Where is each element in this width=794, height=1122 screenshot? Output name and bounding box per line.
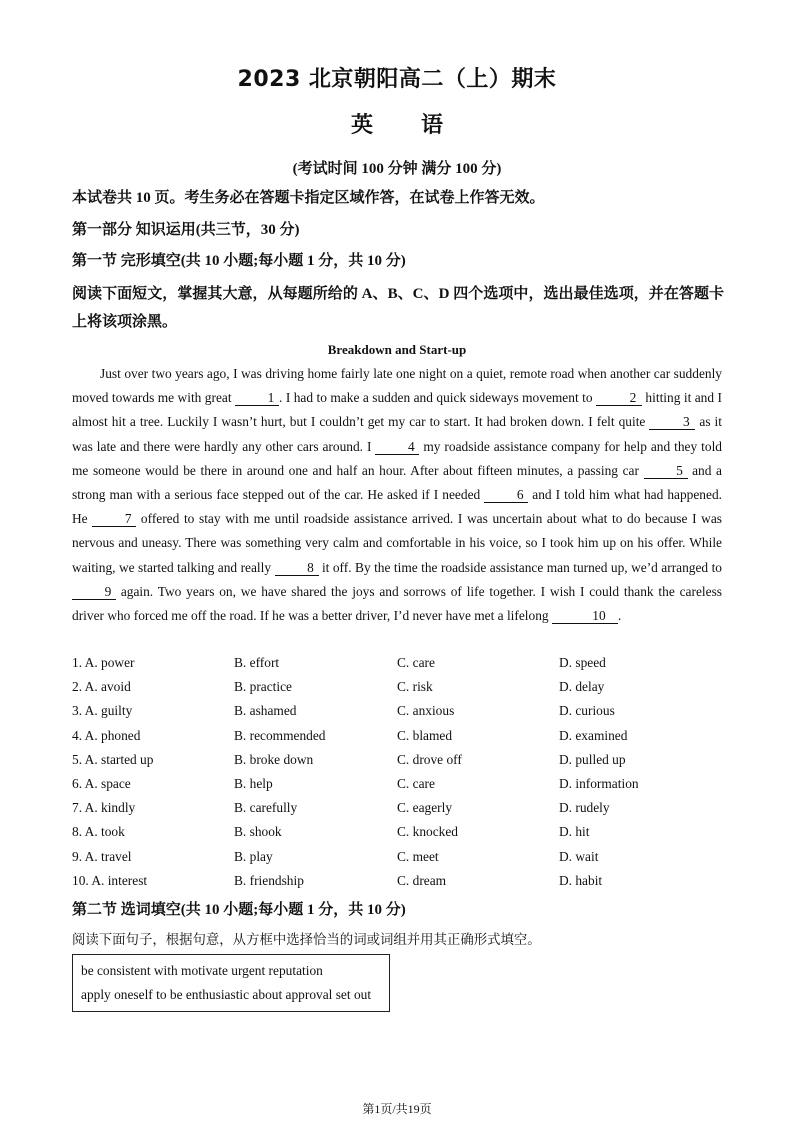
subject-title bbox=[0, 108, 794, 139]
option-c: C. blamed bbox=[397, 727, 453, 743]
passage-text: and I told him what had happened. He bbox=[72, 487, 722, 527]
option-a: 10. A. interest bbox=[72, 872, 148, 888]
blank-2: 2 bbox=[596, 390, 642, 406]
section1-heading: 第一节 完形填空(共 10 小题;每小题 1 分，共 10 分) bbox=[72, 253, 406, 269]
option-c: C. drove off bbox=[397, 751, 462, 767]
option-c: C. dream bbox=[397, 872, 447, 888]
word-box-line: apply oneself to be enthusiastic about approval set out bbox=[81, 987, 372, 1002]
exam-title: 2023 北京朝阳高二（上）期末 bbox=[237, 67, 557, 92]
subject-char-2: 语 bbox=[421, 113, 444, 138]
blank-10: 10 bbox=[552, 608, 618, 624]
option-row bbox=[72, 845, 732, 869]
option-b: B. shook bbox=[234, 824, 282, 840]
passage-title: Breakdown and Start-up bbox=[327, 342, 467, 357]
option-c: C. care bbox=[397, 775, 435, 791]
blank-3: 3 bbox=[649, 414, 695, 430]
blank-1: 1 bbox=[235, 390, 279, 406]
blank-9: 9 bbox=[72, 584, 116, 600]
option-c: C. care bbox=[397, 655, 435, 670]
option-a: 2. A. avoid bbox=[72, 679, 131, 695]
option-d: D. delay bbox=[559, 679, 605, 695]
option-row bbox=[72, 772, 732, 796]
option-c: C. anxious bbox=[397, 703, 455, 719]
blank-4: 4 bbox=[375, 439, 419, 455]
passage-text: . I had to make a sudden and quick sideways movement to bbox=[279, 390, 596, 406]
option-c: C. knocked bbox=[397, 824, 458, 840]
options-table bbox=[72, 651, 732, 893]
blank-7: 7 bbox=[92, 511, 136, 527]
passage-text: hitting it and I almost hit a tree. Luckily I wasn’t hurt, but I couldn’t get my car to start. It had broken down. I felt quite bbox=[72, 390, 722, 430]
option-a: 9. A. travel bbox=[72, 848, 132, 864]
option-b: B. broke down bbox=[234, 751, 314, 767]
option-a: 6. A. space bbox=[72, 775, 131, 791]
passage-text: it off. By the time the roadside assistance man turned up, we’d arranged to bbox=[318, 559, 722, 575]
blank-5: 5 bbox=[644, 463, 688, 479]
time-info: (考试时间 100 分钟 满分 100 分) bbox=[292, 161, 502, 177]
option-row bbox=[72, 748, 732, 772]
subject-char-1: 英 bbox=[350, 113, 373, 138]
passage-text: Just over two years ago, I was driving home fairly late one night on a quiet, remote road when another car suddenly moved towards me with great bbox=[72, 366, 722, 406]
option-b: B. play bbox=[234, 848, 273, 864]
option-row bbox=[72, 869, 732, 893]
option-d: D. hit bbox=[559, 824, 590, 840]
option-d: D. speed bbox=[559, 655, 606, 670]
passage-body bbox=[72, 362, 722, 628]
option-row bbox=[72, 699, 732, 723]
word-box bbox=[72, 954, 390, 1012]
option-c: C. risk bbox=[397, 679, 433, 695]
option-row bbox=[72, 796, 732, 820]
blank-8: 8 bbox=[275, 560, 319, 576]
option-d: D. wait bbox=[559, 848, 599, 864]
option-b: B. effort bbox=[234, 655, 280, 670]
option-a: 4. A. phoned bbox=[72, 727, 141, 743]
option-d: D. habit bbox=[559, 872, 603, 888]
option-a: 5. A. started up bbox=[72, 751, 154, 767]
passage-text: offered to stay with me until roadside assistance arrived. I was uncertain about what to do because I was nervous and uneasy. There was something very calm and comfortable in his voice, so I took him up on his offer. While waiting, we started talking and really bbox=[72, 511, 722, 575]
option-a: 3. A. guilty bbox=[72, 703, 133, 719]
passage-text: as it was late and there were hardly any other cars around. I bbox=[72, 414, 722, 454]
option-d: D. curious bbox=[559, 703, 615, 719]
section2-instructions: 阅读下面句子，根据句意，从方框中选择恰当的词或词组并用其正确形式填空。 bbox=[72, 932, 541, 947]
option-b: B. recommended bbox=[234, 727, 326, 743]
passage-text: and a strong man with a serious face stepped out of the car. He asked if I needed bbox=[72, 462, 722, 503]
option-d: D. rudely bbox=[559, 800, 610, 816]
section1-instructions: 阅读下面短文，掌握其大意，从每题所给的 A、B、C、D 四个选项中，选出最佳选项，并在答题卡上将该项涂黑。 bbox=[72, 286, 724, 330]
option-row bbox=[72, 820, 732, 844]
blank-6: 6 bbox=[484, 487, 528, 503]
option-d: D. pulled up bbox=[559, 751, 626, 767]
word-box-line: be consistent with motivate urgent reputation bbox=[81, 963, 323, 978]
option-row bbox=[72, 675, 732, 699]
passage-text: . bbox=[617, 608, 622, 624]
page-number: 第1页/共19页 bbox=[362, 1102, 432, 1116]
option-d: D. information bbox=[559, 775, 639, 791]
passage-text: my roadside assistance company for help and they told me someone would be there in around one and half an hour. After about fifteen minutes, a passing car bbox=[72, 438, 722, 478]
option-a: 8. A. took bbox=[72, 824, 125, 840]
section2-heading: 第二节 选词填空(共 10 小题;每小题 1 分，共 10 分) bbox=[72, 902, 406, 918]
option-b: B. ashamed bbox=[234, 703, 297, 719]
option-b: B. carefully bbox=[234, 800, 298, 816]
option-row bbox=[72, 651, 732, 675]
notice: 本试卷共 10 页。考生务必在答题卡指定区域作答，在试卷上作答无效。 bbox=[72, 190, 545, 206]
option-c: C. eagerly bbox=[397, 800, 453, 816]
option-b: B. practice bbox=[234, 679, 292, 695]
option-row bbox=[72, 724, 732, 748]
option-a: 7. A. kindly bbox=[72, 800, 136, 816]
option-a: 1. A. power bbox=[72, 655, 135, 670]
option-b: B. help bbox=[234, 775, 273, 791]
option-c: C. meet bbox=[397, 848, 439, 864]
part1-heading: 第一部分 知识运用(共三节，30 分) bbox=[72, 222, 300, 238]
passage-text: again. Two years on, we have shared the joys and sorrows of life together. I wish I could thank the careless driver who forced me off the road. If he was a better driver, I’d never have met a lifelong bbox=[72, 583, 722, 624]
option-b: B. friendship bbox=[234, 872, 304, 888]
option-d: D. examined bbox=[559, 727, 628, 743]
